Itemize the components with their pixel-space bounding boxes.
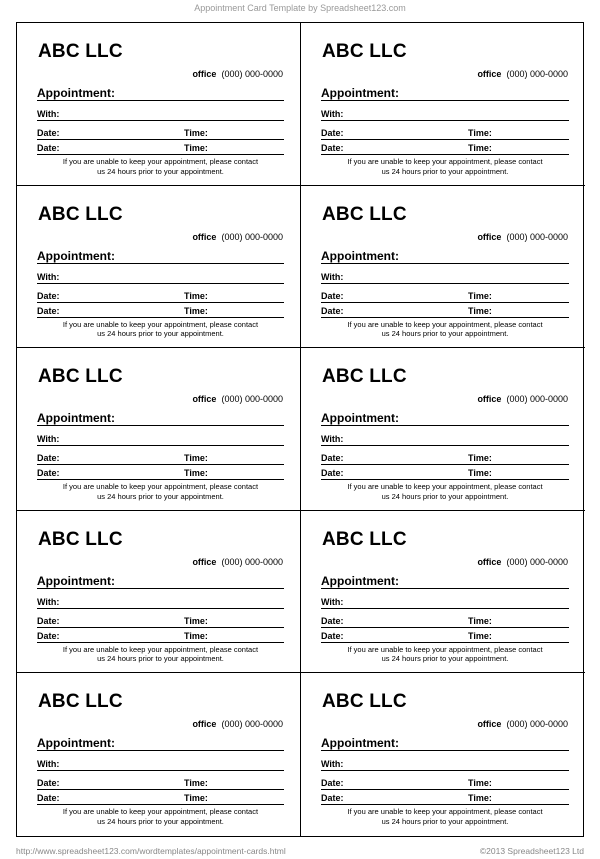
date-time-line — [321, 631, 569, 643]
appointment-line — [321, 250, 569, 264]
date-label: Date: — [37, 615, 60, 626]
phone-number: (000) 000-0000 — [221, 231, 283, 242]
phone-number: (000) 000-0000 — [506, 231, 568, 242]
notice-line: If you are unable to keep your appointment, please contact — [62, 807, 259, 817]
appointment-card — [17, 511, 301, 674]
with-line — [37, 272, 284, 284]
appointment-line — [321, 412, 569, 426]
office-phone — [192, 719, 283, 729]
date-time-line — [321, 128, 569, 140]
date-label: Date: — [37, 453, 60, 464]
notice-line: If you are unable to keep your appointment, please contact — [347, 807, 543, 817]
date-time-line — [37, 128, 284, 140]
page-header-title: Appointment Card Template by Spreadsheet123.com — [194, 3, 406, 13]
with-label: With: — [37, 759, 60, 770]
with-label: With: — [321, 596, 344, 607]
with-label: With: — [321, 759, 344, 770]
appointment-card — [301, 348, 585, 511]
notice-line: us 24 hours prior to your appointment. — [97, 166, 224, 176]
with-line — [321, 759, 569, 771]
appointment-card — [17, 186, 301, 349]
date-label: Date: — [321, 305, 344, 316]
phone-number: (000) 000-0000 — [506, 69, 568, 79]
appointment-line — [321, 575, 569, 589]
office-label: office — [192, 394, 217, 405]
time-label: Time: — [184, 128, 208, 138]
date-time-line — [321, 143, 569, 155]
appointment-label: Appointment: — [37, 736, 115, 751]
office-phone — [477, 232, 568, 242]
phone-number: (000) 000-0000 — [506, 719, 568, 730]
notice-line: us 24 hours prior to your appointment. — [97, 816, 224, 826]
with-label: With: — [321, 434, 344, 445]
office-phone — [477, 394, 568, 404]
company-name: ABC LLC — [322, 366, 407, 388]
time-label: Time: — [468, 305, 492, 316]
date-label: Date: — [37, 143, 60, 153]
appointment-label: Appointment: — [37, 573, 115, 588]
with-label: With: — [37, 271, 60, 282]
with-line — [37, 434, 284, 446]
office-label: office — [477, 231, 502, 242]
office-phone — [192, 232, 283, 242]
with-line — [37, 759, 284, 771]
footer-url[interactable]: http://www.spreadsheet123.com/wordtemplates/appointment-cards.html — [16, 846, 286, 856]
notice-line: us 24 hours prior to your appointment. — [381, 329, 509, 339]
date-time-line — [37, 291, 284, 303]
time-label: Time: — [468, 630, 492, 641]
date-time-line — [321, 306, 569, 318]
date-label: Date: — [321, 468, 344, 479]
date-time-line — [37, 778, 284, 790]
company-name: ABC LLC — [38, 528, 123, 550]
appointment-line — [37, 575, 284, 589]
cancellation-notice — [37, 482, 284, 501]
date-time-line — [321, 793, 569, 805]
notice-line: us 24 hours prior to your appointment. — [97, 654, 224, 664]
appointment-card — [17, 348, 301, 511]
appointment-card — [301, 23, 585, 186]
date-label: Date: — [37, 778, 60, 789]
company-name: ABC LLC — [322, 203, 407, 225]
date-time-line — [37, 631, 284, 643]
office-label: office — [192, 231, 217, 242]
time-label: Time: — [468, 793, 492, 804]
date-time-line — [321, 291, 569, 303]
appointment-line — [37, 412, 284, 426]
company-name: ABC LLC — [38, 41, 123, 62]
date-time-line — [37, 793, 284, 805]
with-label: With: — [321, 271, 344, 282]
with-line — [321, 434, 569, 446]
with-line — [321, 109, 569, 121]
cancellation-notice — [37, 807, 284, 826]
time-label: Time: — [468, 143, 492, 153]
office-label: office — [192, 69, 217, 79]
appointment-line — [321, 737, 569, 751]
notice-line: us 24 hours prior to your appointment. — [381, 491, 509, 501]
appointment-label: Appointment: — [37, 248, 115, 263]
appointment-line — [37, 737, 284, 751]
appointment-label: Appointment: — [321, 573, 399, 588]
office-phone — [477, 557, 568, 567]
date-label: Date: — [37, 630, 60, 641]
date-label: Date: — [37, 290, 60, 301]
date-time-line — [321, 778, 569, 790]
appointment-card — [301, 186, 585, 349]
appointment-line — [321, 87, 569, 101]
appointment-line — [37, 250, 284, 264]
phone-number: (000) 000-0000 — [221, 556, 283, 567]
appointment-label: Appointment: — [321, 736, 399, 751]
appointment-label: Appointment: — [37, 411, 115, 426]
notice-line: If you are unable to keep your appointment, please contact — [62, 157, 259, 166]
date-label: Date: — [321, 793, 344, 804]
date-label: Date: — [321, 453, 344, 464]
cancellation-notice — [37, 320, 284, 339]
phone-number: (000) 000-0000 — [221, 69, 283, 79]
cancellation-notice — [37, 157, 284, 176]
date-time-line — [37, 468, 284, 480]
notice-line: us 24 hours prior to your appointment. — [97, 329, 224, 339]
date-time-line — [321, 468, 569, 480]
notice-line: If you are unable to keep your appointment, please contact — [62, 644, 259, 654]
appointment-card — [301, 511, 585, 674]
appointment-card — [17, 673, 301, 836]
date-time-line — [37, 453, 284, 465]
phone-number: (000) 000-0000 — [221, 719, 283, 730]
phone-number: (000) 000-0000 — [221, 394, 283, 405]
notice-line: If you are unable to keep your appointment, please contact — [347, 482, 543, 492]
appointment-card — [17, 23, 301, 186]
time-label: Time: — [468, 468, 492, 479]
date-time-line — [321, 453, 569, 465]
notice-line: us 24 hours prior to your appointment. — [381, 166, 509, 176]
appointment-label: Appointment: — [321, 86, 399, 100]
with-label: With: — [321, 109, 344, 119]
company-name: ABC LLC — [38, 691, 123, 713]
date-time-line — [37, 306, 284, 318]
with-line — [321, 272, 569, 284]
time-label: Time: — [184, 630, 208, 641]
time-label: Time: — [184, 290, 208, 301]
date-time-line — [37, 143, 284, 155]
date-label: Date: — [37, 793, 60, 804]
with-label: With: — [37, 434, 60, 445]
cancellation-notice — [321, 482, 569, 501]
time-label: Time: — [468, 290, 492, 301]
time-label: Time: — [184, 305, 208, 316]
notice-line: If you are unable to keep your appointment, please contact — [62, 482, 259, 492]
card-sheet — [16, 22, 584, 837]
appointment-line — [37, 87, 284, 101]
office-phone — [192, 394, 283, 404]
time-label: Time: — [184, 453, 208, 464]
office-label: office — [477, 556, 502, 567]
phone-number: (000) 000-0000 — [506, 556, 568, 567]
date-time-line — [37, 616, 284, 628]
company-name: ABC LLC — [322, 41, 407, 62]
notice-line: us 24 hours prior to your appointment. — [97, 491, 224, 501]
notice-line: If you are unable to keep your appointment, please contact — [347, 157, 543, 166]
time-label: Time: — [184, 778, 208, 789]
company-name: ABC LLC — [38, 366, 123, 388]
time-label: Time: — [468, 778, 492, 789]
with-line — [321, 597, 569, 609]
time-label: Time: — [184, 143, 208, 153]
office-phone — [192, 557, 283, 567]
with-label: With: — [37, 109, 60, 119]
with-line — [37, 109, 284, 121]
with-line — [37, 597, 284, 609]
office-label: office — [477, 69, 502, 79]
cancellation-notice — [321, 645, 569, 664]
appointment-label: Appointment: — [37, 86, 115, 100]
appointment-label: Appointment: — [321, 248, 399, 263]
notice-line: us 24 hours prior to your appointment. — [381, 654, 509, 664]
time-label: Time: — [184, 793, 208, 804]
time-label: Time: — [468, 128, 492, 138]
with-label: With: — [37, 596, 60, 607]
notice-line: us 24 hours prior to your appointment. — [381, 816, 509, 826]
cancellation-notice — [321, 320, 569, 339]
office-label: office — [192, 556, 217, 567]
date-label: Date: — [37, 128, 60, 138]
date-label: Date: — [321, 290, 344, 301]
office-label: office — [192, 719, 217, 730]
phone-number: (000) 000-0000 — [506, 394, 568, 405]
appointment-card — [301, 673, 585, 836]
appointment-label: Appointment: — [321, 411, 399, 426]
footer-copyright: ©2013 Spreadsheet123 Ltd — [479, 846, 584, 856]
date-label: Date: — [321, 778, 344, 789]
time-label: Time: — [468, 615, 492, 626]
office-label: office — [477, 719, 502, 730]
date-time-line — [321, 616, 569, 628]
company-name: ABC LLC — [322, 691, 407, 713]
notice-line: If you are unable to keep your appointment, please contact — [347, 319, 543, 329]
date-label: Date: — [37, 468, 60, 479]
office-phone — [477, 719, 568, 729]
date-label: Date: — [321, 630, 344, 641]
notice-line: If you are unable to keep your appointment, please contact — [347, 644, 543, 654]
cancellation-notice — [37, 645, 284, 664]
time-label: Time: — [184, 615, 208, 626]
date-label: Date: — [37, 305, 60, 316]
time-label: Time: — [468, 453, 492, 464]
cancellation-notice — [321, 807, 569, 826]
office-phone — [192, 69, 283, 79]
date-label: Date: — [321, 143, 344, 153]
date-label: Date: — [321, 615, 344, 626]
time-label: Time: — [184, 468, 208, 479]
notice-line: If you are unable to keep your appointment, please contact — [62, 319, 259, 329]
date-label: Date: — [321, 128, 344, 138]
office-label: office — [477, 394, 502, 405]
company-name: ABC LLC — [322, 528, 407, 550]
company-name: ABC LLC — [38, 203, 123, 225]
office-phone — [477, 69, 568, 79]
cancellation-notice — [321, 157, 569, 176]
